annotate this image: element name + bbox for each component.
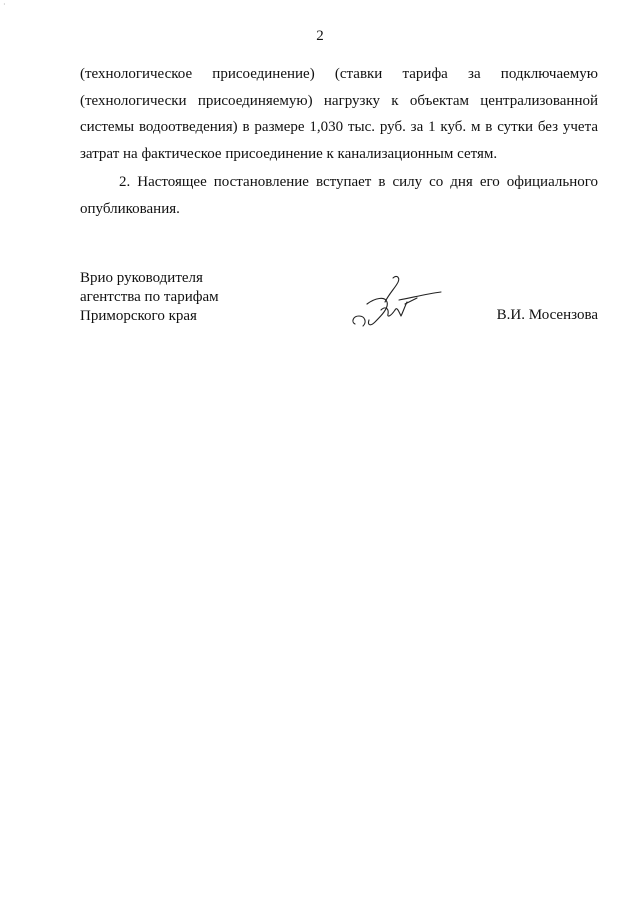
signer-name: В.И. Мосензова (496, 307, 598, 323)
text-line: (технологическое присоединение) (ставки тарифа за подключаемую (80, 66, 598, 82)
scan-mark: · (3, 0, 6, 9)
text-line: (технологически присоединяемую) нагрузку к объектам централизованной (80, 92, 598, 109)
signatory-line-1: Врио руководителя (80, 270, 203, 286)
signatory-line-3: Приморского края (80, 308, 197, 324)
signatory-title (80, 269, 219, 326)
text-line: системы водоотведения) в размере 1,030 тыс. руб. за 1 куб. м в сутки без учета (80, 119, 598, 135)
handwritten-signature (345, 272, 445, 332)
paragraph-2 (80, 169, 598, 222)
text-line: затрат на фактическое присоединение к канализационным сетям. (80, 145, 498, 162)
text-line: 2. Настоящее постановление вступает в силу со дня его официального (119, 174, 598, 190)
paragraph-1 (80, 61, 598, 167)
body-text (80, 61, 598, 222)
signatory-line-2: агентства по тарифам (80, 289, 219, 305)
page-number: 2 (316, 28, 324, 44)
text-line: опубликования. (80, 200, 180, 217)
